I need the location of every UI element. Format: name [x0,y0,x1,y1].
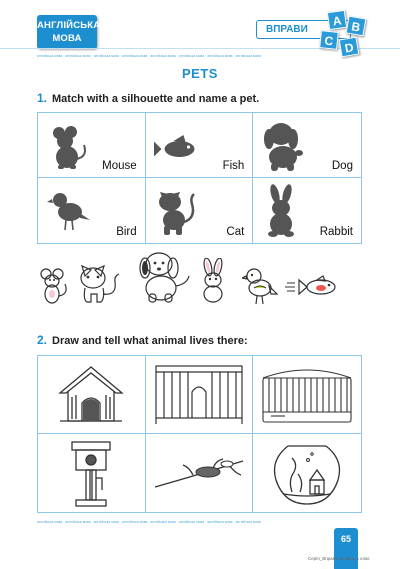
home-cell-fishbowl[interactable] [253,434,361,512]
subject-line-1: АНГЛІЙСЬКА [37,20,101,31]
cell-label-bird: Bird [116,226,137,238]
footer-file-text: Серія_Вправа зб завд_1 клас [308,556,370,561]
task-2-heading [37,333,248,347]
letter-cube-d: D [339,37,360,58]
mouse-silhouette-icon [46,119,91,173]
home-cell-hutch[interactable] [146,356,254,434]
cell-label-mouse: Mouse [102,160,137,172]
bird-silhouette-icon [46,184,91,238]
silhouette-cell-mouse[interactable] [38,113,146,178]
cell-label-cat: Cat [226,226,245,238]
cell-label-rabbit: Rabbit [319,226,353,238]
subject-tab [37,15,101,49]
rabbit-outline-icon[interactable] [197,258,229,304]
silhouette-cell-rabbit[interactable] [253,178,361,243]
cat-silhouette-icon [154,184,199,238]
branch-nest-icon [153,453,245,493]
subject-strip-bottom: англійська мова · англійська мова · англійська мова · англійська мова · англійська мова · англійська мова · англійська мова · англійська мова [37,520,261,524]
task-2-number: 2. [37,333,48,347]
rabbit-silhouette-icon [261,184,306,238]
fish-silhouette-icon [154,119,202,173]
task-2-text: Draw and tell what animal lives there: [52,335,248,347]
home-cell-birdhouse[interactable] [38,434,146,512]
task-1-text: Match with a silhouette and name a pet. [52,93,260,105]
silhouette-cell-dog[interactable] [253,113,361,178]
rabbit-hutch-icon [152,362,246,428]
birdhouse-icon [66,438,116,508]
page-title: PETS [182,66,218,81]
silhouette-cell-cat[interactable] [146,178,254,243]
subject-strip-top: англійська мова · англійська мова · англійська мова · англійська мова · англійська мова · англійська мова · англійська мова · англійська мова [37,54,261,58]
bird-outline-icon[interactable] [242,266,278,306]
silhouette-cell-fish[interactable] [146,113,254,178]
page-number: 65 [334,528,358,569]
cell-label-dog: Dog [331,160,353,172]
cat-outline-icon[interactable] [77,262,125,306]
subject-line-2: МОВА [52,33,82,44]
task-1-heading [37,91,259,105]
dog-silhouette-icon [261,119,306,173]
letter-cube-b: B [346,16,367,37]
dog-outline-icon[interactable] [137,250,195,306]
silhouette-cell-bird[interactable] [38,178,146,243]
cell-label-fish: Fish [222,160,245,172]
letter-cube-c: C [319,30,339,50]
letter-cube-a: A [327,10,347,30]
fishbowl-icon [270,440,344,506]
home-cell-branch[interactable] [146,434,254,512]
mouse-outline-icon[interactable] [37,266,71,306]
silhouette-grid [37,112,362,244]
fish-outline-icon[interactable] [285,274,343,300]
section-label: ВПРАВИ [256,20,351,39]
home-cell-doghouse[interactable] [38,356,146,434]
doghouse-icon [56,363,126,427]
home-cell-cage[interactable] [253,356,361,434]
task-1-number: 1. [37,91,48,105]
animal-homes-grid [37,355,362,513]
outline-animals-row [37,248,362,308]
cage-icon [259,364,355,426]
